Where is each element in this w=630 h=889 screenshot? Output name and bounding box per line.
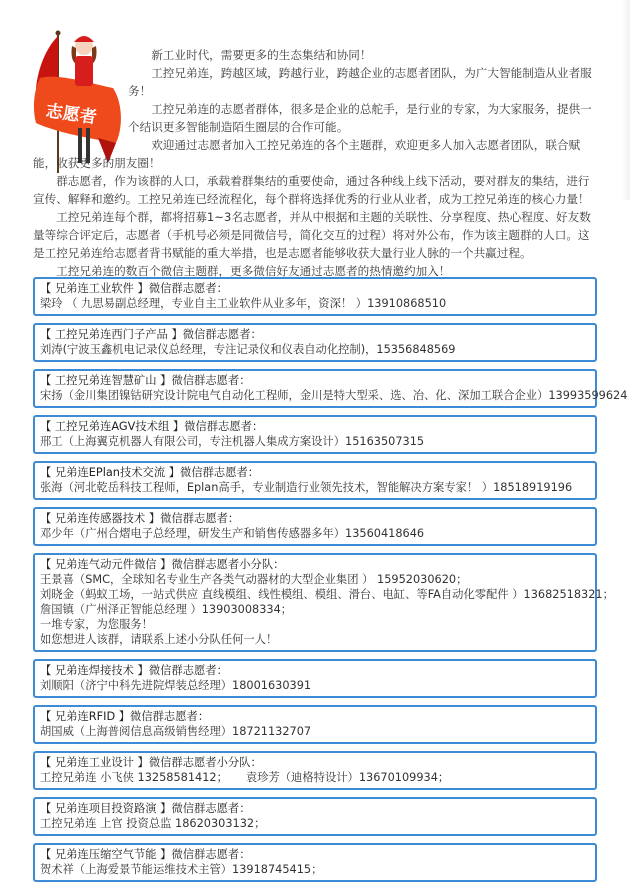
volunteer-contact: 梁玲 （ 九思易副总经理，专业自主工业软件从业多年，资深！ ）13910868510 [40, 297, 447, 310]
group-card [33, 797, 597, 836]
group-title: 【 工控兄弟连西门子产品 】微信群志愿者： [40, 328, 262, 341]
intro-paragraph: 工控兄弟连，跨越区域，跨越行业，跨越企业的志愿者团队，为广大智能制造从业者服务！ [128, 66, 592, 98]
volunteer-contact: 王景喜（SMC，全球知名专业生产各类气动器材的大型企业集团 ） 15952030620； [40, 573, 468, 586]
group-card [33, 659, 597, 698]
volunteer-contact: 邢工（上海翼克机器人有限公司，专注机器人集成方案设计）15163507315 [40, 435, 425, 448]
intro-text [33, 46, 599, 280]
group-title: 【 兄弟连压缩空气节能 】微信群志愿者： [40, 848, 251, 861]
intro-paragraph: 群志愿者，作为该群的人口，承载着群集结的重要使命，通过各种线上线下活动，要对群友的集结，进行宣传、解释和邀约。工控兄弟连已经流程化，每个群将选择优秀的行业从业者，成为工控兄弟连的核心力量！ [33, 174, 590, 206]
group-card [33, 705, 597, 744]
volunteer-contact: 工控兄弟连 上官 投资总监 18620303132； [40, 817, 266, 830]
volunteer-contact: 刘顺阳（济宁中科先进院焊装总经理）18001630391 [40, 679, 312, 692]
scrollbar[interactable] [622, 0, 630, 200]
intro-paragraph: 欢迎通过志愿者加入工控兄弟连的各个主题群，欢迎更多人加入志愿者团队，联合赋能，收获更多的朋友圈！ [33, 138, 581, 170]
group-title: 【 兄弟连工业软件 】微信群志愿者： [40, 282, 228, 295]
volunteer-contact: 工控兄弟连 小飞侠 13258581412； 袁珍芳（迪格特设计）13670109934； [40, 771, 450, 784]
logo-text: 志愿者 [44, 101, 98, 129]
group-card [33, 369, 628, 408]
group-card [33, 751, 597, 790]
intro-paragraph: 工控兄弟连的数百个微信主题群，更多微信好友通过志愿者的热情邀约加入！ [56, 264, 451, 278]
volunteer-contact: 如您想进人该群，请联系上述小分队任何一人！ [40, 633, 278, 646]
volunteer-contact: 邓少年（广州合熠电子总经理，研发生产和销售传感器多年）13560418646 [40, 527, 425, 540]
group-title: 【 兄弟连焊接技术 】微信群志愿者： [40, 664, 228, 677]
group-card [33, 843, 597, 882]
group-title: 【 工控兄弟连智慧矿山 】微信群志愿者： [40, 374, 251, 387]
intro-paragraph: 工控兄弟连的志愿者群体，很多是企业的总舵手，是行业的专家，为大家服务，提供一个结识更多智能制造陌生圈层的合作可能。 [128, 102, 592, 134]
group-card [33, 323, 597, 362]
intro-paragraph: 新工业时代，需要更多的生态集结和协同！ [151, 48, 372, 62]
group-title: 【 工控兄弟连AGV技术组 】微信群志愿者： [40, 420, 264, 433]
group-card [33, 277, 597, 316]
volunteer-contact: 贺术祥（上海爱景节能运维技术主管）13918745415； [40, 863, 323, 876]
volunteer-contact: 宋扬（金川集团镍钴研究设计院电气自动化工程师，金川是特大型采、选、冶、化、深加工联合企业）13993599624 [40, 389, 628, 402]
volunteer-contact: 一堆专家，为您服务！ [40, 618, 153, 631]
volunteer-contact: 刘涛(宁波玉鑫机电记录仪总经理，专注记录仪和仪表自动化控制)，15356848569 [40, 343, 456, 356]
group-card [33, 553, 614, 652]
group-card [33, 415, 597, 454]
group-card [33, 507, 597, 546]
volunteer-contact: 胡国威（上海普阅信息高级销售经理）18721132707 [40, 725, 312, 738]
group-title: 【 兄弟连传感器技术 】微信群志愿者： [40, 512, 240, 525]
group-title: 【 兄弟连气动元件微信 】微信群志愿者小分队： [40, 558, 285, 571]
group-card [33, 461, 597, 500]
volunteer-contact: 刘晓金（蚂蚁工场，一站式供应 直线模组、线性模组、模组、滑台、电缸、等FA自动化零配件 ）13682518321； [40, 588, 614, 601]
group-title: 【 兄弟连项目投资路演 】微信群志愿者： [40, 802, 251, 815]
volunteer-contact: 詹国镇（广州泽正智能总经理 ）13903008334； [40, 603, 293, 616]
volunteer-group-list [33, 277, 628, 889]
group-title: 【 兄弟连EPlan技术交流 】微信群志愿者： [40, 466, 260, 479]
group-title: 【 兄弟连RFID 】微信群志愿者： [40, 710, 210, 723]
intro-paragraph: 工控兄弟连每个群，都将招募1~3名志愿者，并从中根据和主题的关联性、分享程度、热心程度、好友数量等综合评定后，志愿者（手机号必须是同微信号，简化交互的过程）将对外公布，作为该主题群的人口。这是工控兄弟连给志愿者背书赋能的重大举措，也是志愿者能够收获大量行业人脉的一个共赢过程。 [33, 210, 591, 260]
volunteer-contact: 张海（河北乾岳科技工程师，Eplan高手，专业制造行业领先技术，智能解决方案专家！ ）18518919196 [40, 481, 573, 494]
group-title: 【 兄弟连工业设计 】微信群志愿者小分队： [40, 756, 262, 769]
